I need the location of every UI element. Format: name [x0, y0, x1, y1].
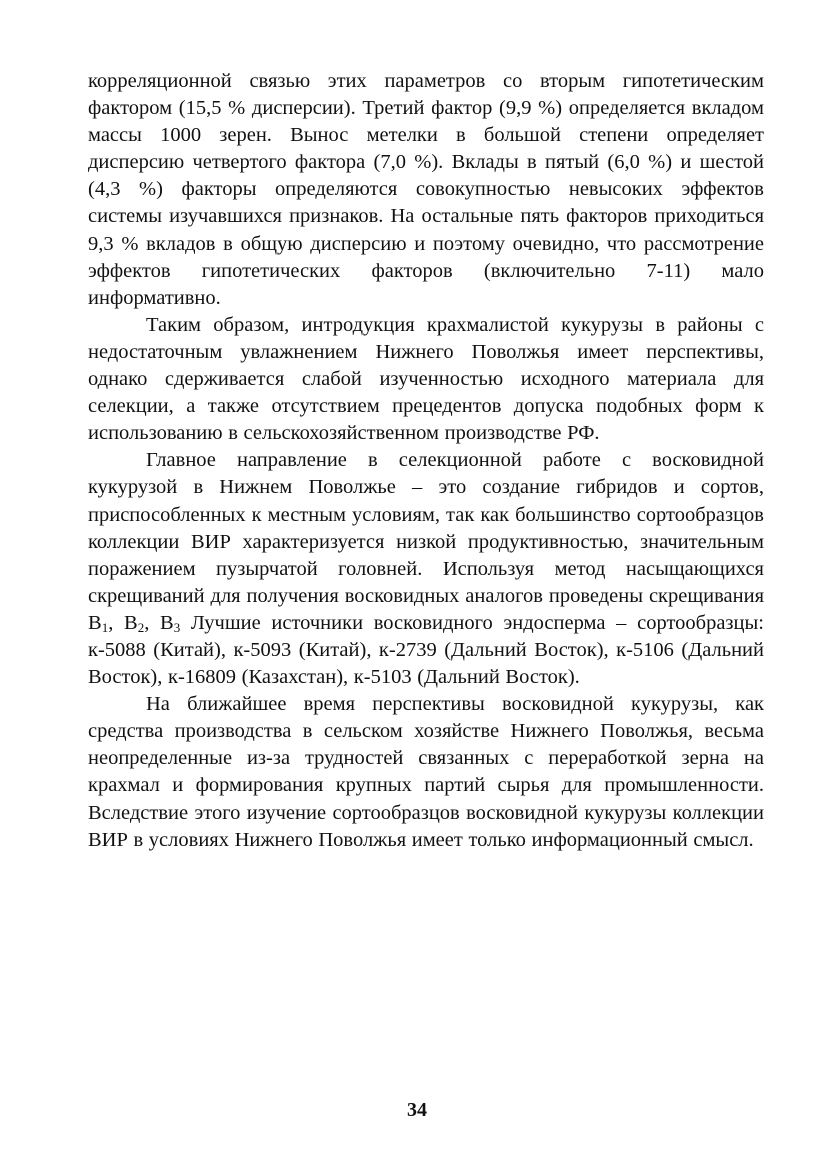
page-number: 34: [407, 1099, 427, 1121]
paragraph-3-text-after: Лучшие источники восковидного эндосперма – сортообразцы: к-5088 (Китай), к-5093 (Китай), к-2739 (Дальний Восток), к-5106 (Дальний Восток), к-16809 (Казахстан), к-5103 (Дальний Восток).: [88, 611, 764, 689]
paragraph-1: корреляционной связью этих параметров со вторым гипотетическим фактором (15,5 % дисперсии). Третий фактор (9,9 %) определяется вкладом массы 1000 зерен. Вынос метелки в большой степени определяет дисперсию четвертого фактора (7,0 %). Вклады в пятый (6,0 %) и шестой (4,3 %) факторы определяются совокупностью невысоких эффектов системы изучавшихся признаков. На остальные пять факторов приходиться 9,3 % вкладов в общую дисперсию и поэтому очевидно, что рассмотрение эффектов гипотетических факторов (включительно 7-11) мало информативно.: [88, 70, 764, 309]
subscript-3: 3: [173, 619, 181, 635]
document-page: [88, 68, 764, 854]
separator-2: , В: [144, 611, 174, 634]
separator-1: , В: [108, 611, 138, 634]
paragraph-2: Таким образом, интродукция крахмалистой кукурузы в районы с недостаточным увлажнением Нижнего Поволжья имеет перспективы, однако сдерживается слабой изученностью исходного материала для селекции, а также отсутствием прецедентов допуска подобных форм к использованию в сельскохозяйственном производстве РФ.: [88, 313, 764, 445]
paragraph-3: [88, 447, 764, 691]
paragraph-4: На ближайшее время перспективы восковидной кукурузы, как средства производства в сельском хозяйстве Нижнего Поволжья, весьма неопределенные из-за трудностей связанных с переработкой зерна на крахмал и формирования крупных партий сырья для промышленности. Вследствие этого изучение сортообразцов восковидной кукурузы коллекции ВИР в условиях Нижнего Поволжья имеет только информационный смысл.: [88, 693, 764, 851]
subscript-2: 2: [137, 619, 145, 635]
subscript-1: 1: [101, 619, 109, 635]
paragraph-3-text-before: Главное направление в селекционной работе с восковидной кукурузой в Нижнем Поволжье – это создание гибридов и сортов, приспособленных к местным условиям, так как большинство сортообразцов коллекции ВИР характеризуется низкой продуктивностью, значительным поражением пузырчатой головней. Используя метод насыщающихся скрещиваний для получения восковидных аналогов проведены скрещивания В: [88, 449, 764, 634]
